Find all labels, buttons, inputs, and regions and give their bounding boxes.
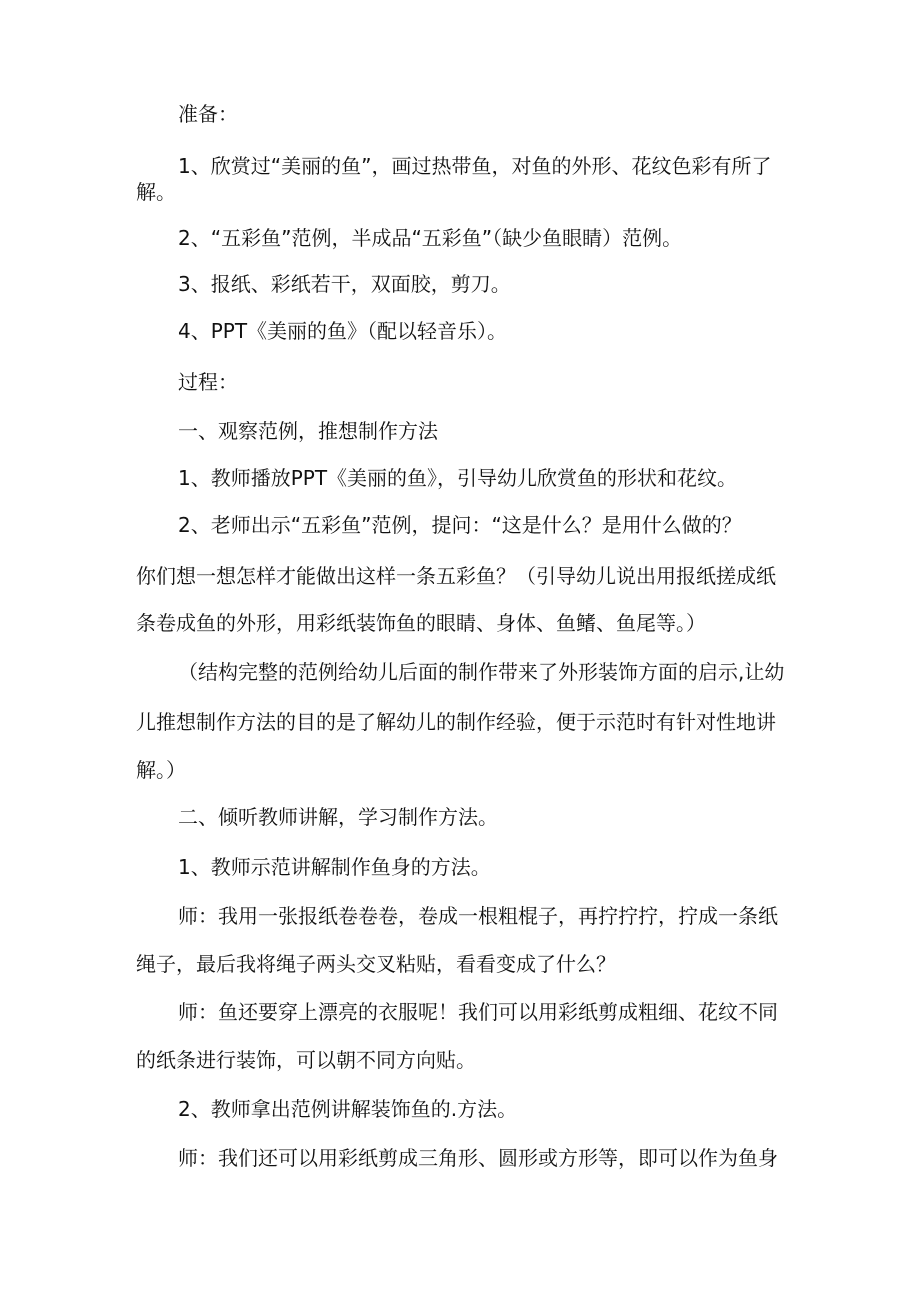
paragraph-line: 师：鱼还要穿上漂亮的衣服呢！我们可以用彩纸剪成粗细、花纹不同: [178, 1000, 778, 1024]
paragraph-line: 1、教师播放PPT《美丽的鱼》，引导幼儿欣赏鱼的形状和花纹。: [178, 466, 738, 490]
paragraph-line: 1、教师示范讲解制作鱼身的方法。: [178, 855, 491, 879]
paragraph-line: 2、老师出示“五彩鱼”范例，提问：“这是什么？是用什么做的？: [178, 513, 742, 537]
heading-preparation: 准备：: [178, 102, 238, 126]
paragraph-line: 解。: [136, 180, 176, 204]
section-heading: 一、观察范例，推想制作方法: [178, 419, 438, 443]
paragraph-line: 条卷成鱼的外形，用彩纸装饰鱼的眼睛、身体、鱼鳍、鱼尾等。）: [136, 611, 706, 635]
paragraph-line: 3、报纸、彩纸若干，双面胶，剪刀。: [178, 272, 511, 296]
paragraph-line: （结构完整的范例给幼儿后面的制作带来了外形装饰方面的启示,让幼: [178, 660, 785, 684]
paragraph-line: 绳子，最后我将绳子两头交叉粘贴，看看变成了什么？: [136, 952, 616, 976]
paragraph-line: 师：我用一张报纸卷卷卷，卷成一根粗棍子，再拧拧拧，拧成一条纸: [178, 904, 778, 928]
paragraph-line: 1、欣赏过“美丽的鱼”，画过热带鱼，对鱼的外形、花纹色彩有所了: [178, 154, 772, 178]
paragraph-line: 2、“五彩鱼”范例，半成品“五彩鱼”（缺少鱼眼睛）范例。: [178, 226, 683, 250]
paragraph-line: 2、教师拿出范例讲解装饰鱼的.方法。: [178, 1097, 518, 1121]
section-heading: 二、倾听教师讲解，学习制作方法。: [178, 805, 498, 829]
paragraph-line: 师：我们还可以用彩纸剪成三角形、圆形或方形等，即可以作为鱼身: [178, 1146, 778, 1170]
paragraph-line: 解。）: [136, 758, 186, 782]
heading-process: 过程：: [178, 370, 238, 394]
paragraph-line: 4、PPT《美丽的鱼》（配以轻音乐）。: [178, 319, 508, 343]
paragraph-line: 儿推想制作方法的目的是了解幼儿的制作经验，便于示范时有针对性地讲: [136, 710, 776, 734]
paragraph-line: 你们想一想怎样才能做出这样一条五彩鱼？（引导幼儿说出用报纸搓成纸: [136, 564, 776, 588]
paragraph-line: 的纸条进行装饰，可以朝不同方向贴。: [136, 1048, 476, 1072]
